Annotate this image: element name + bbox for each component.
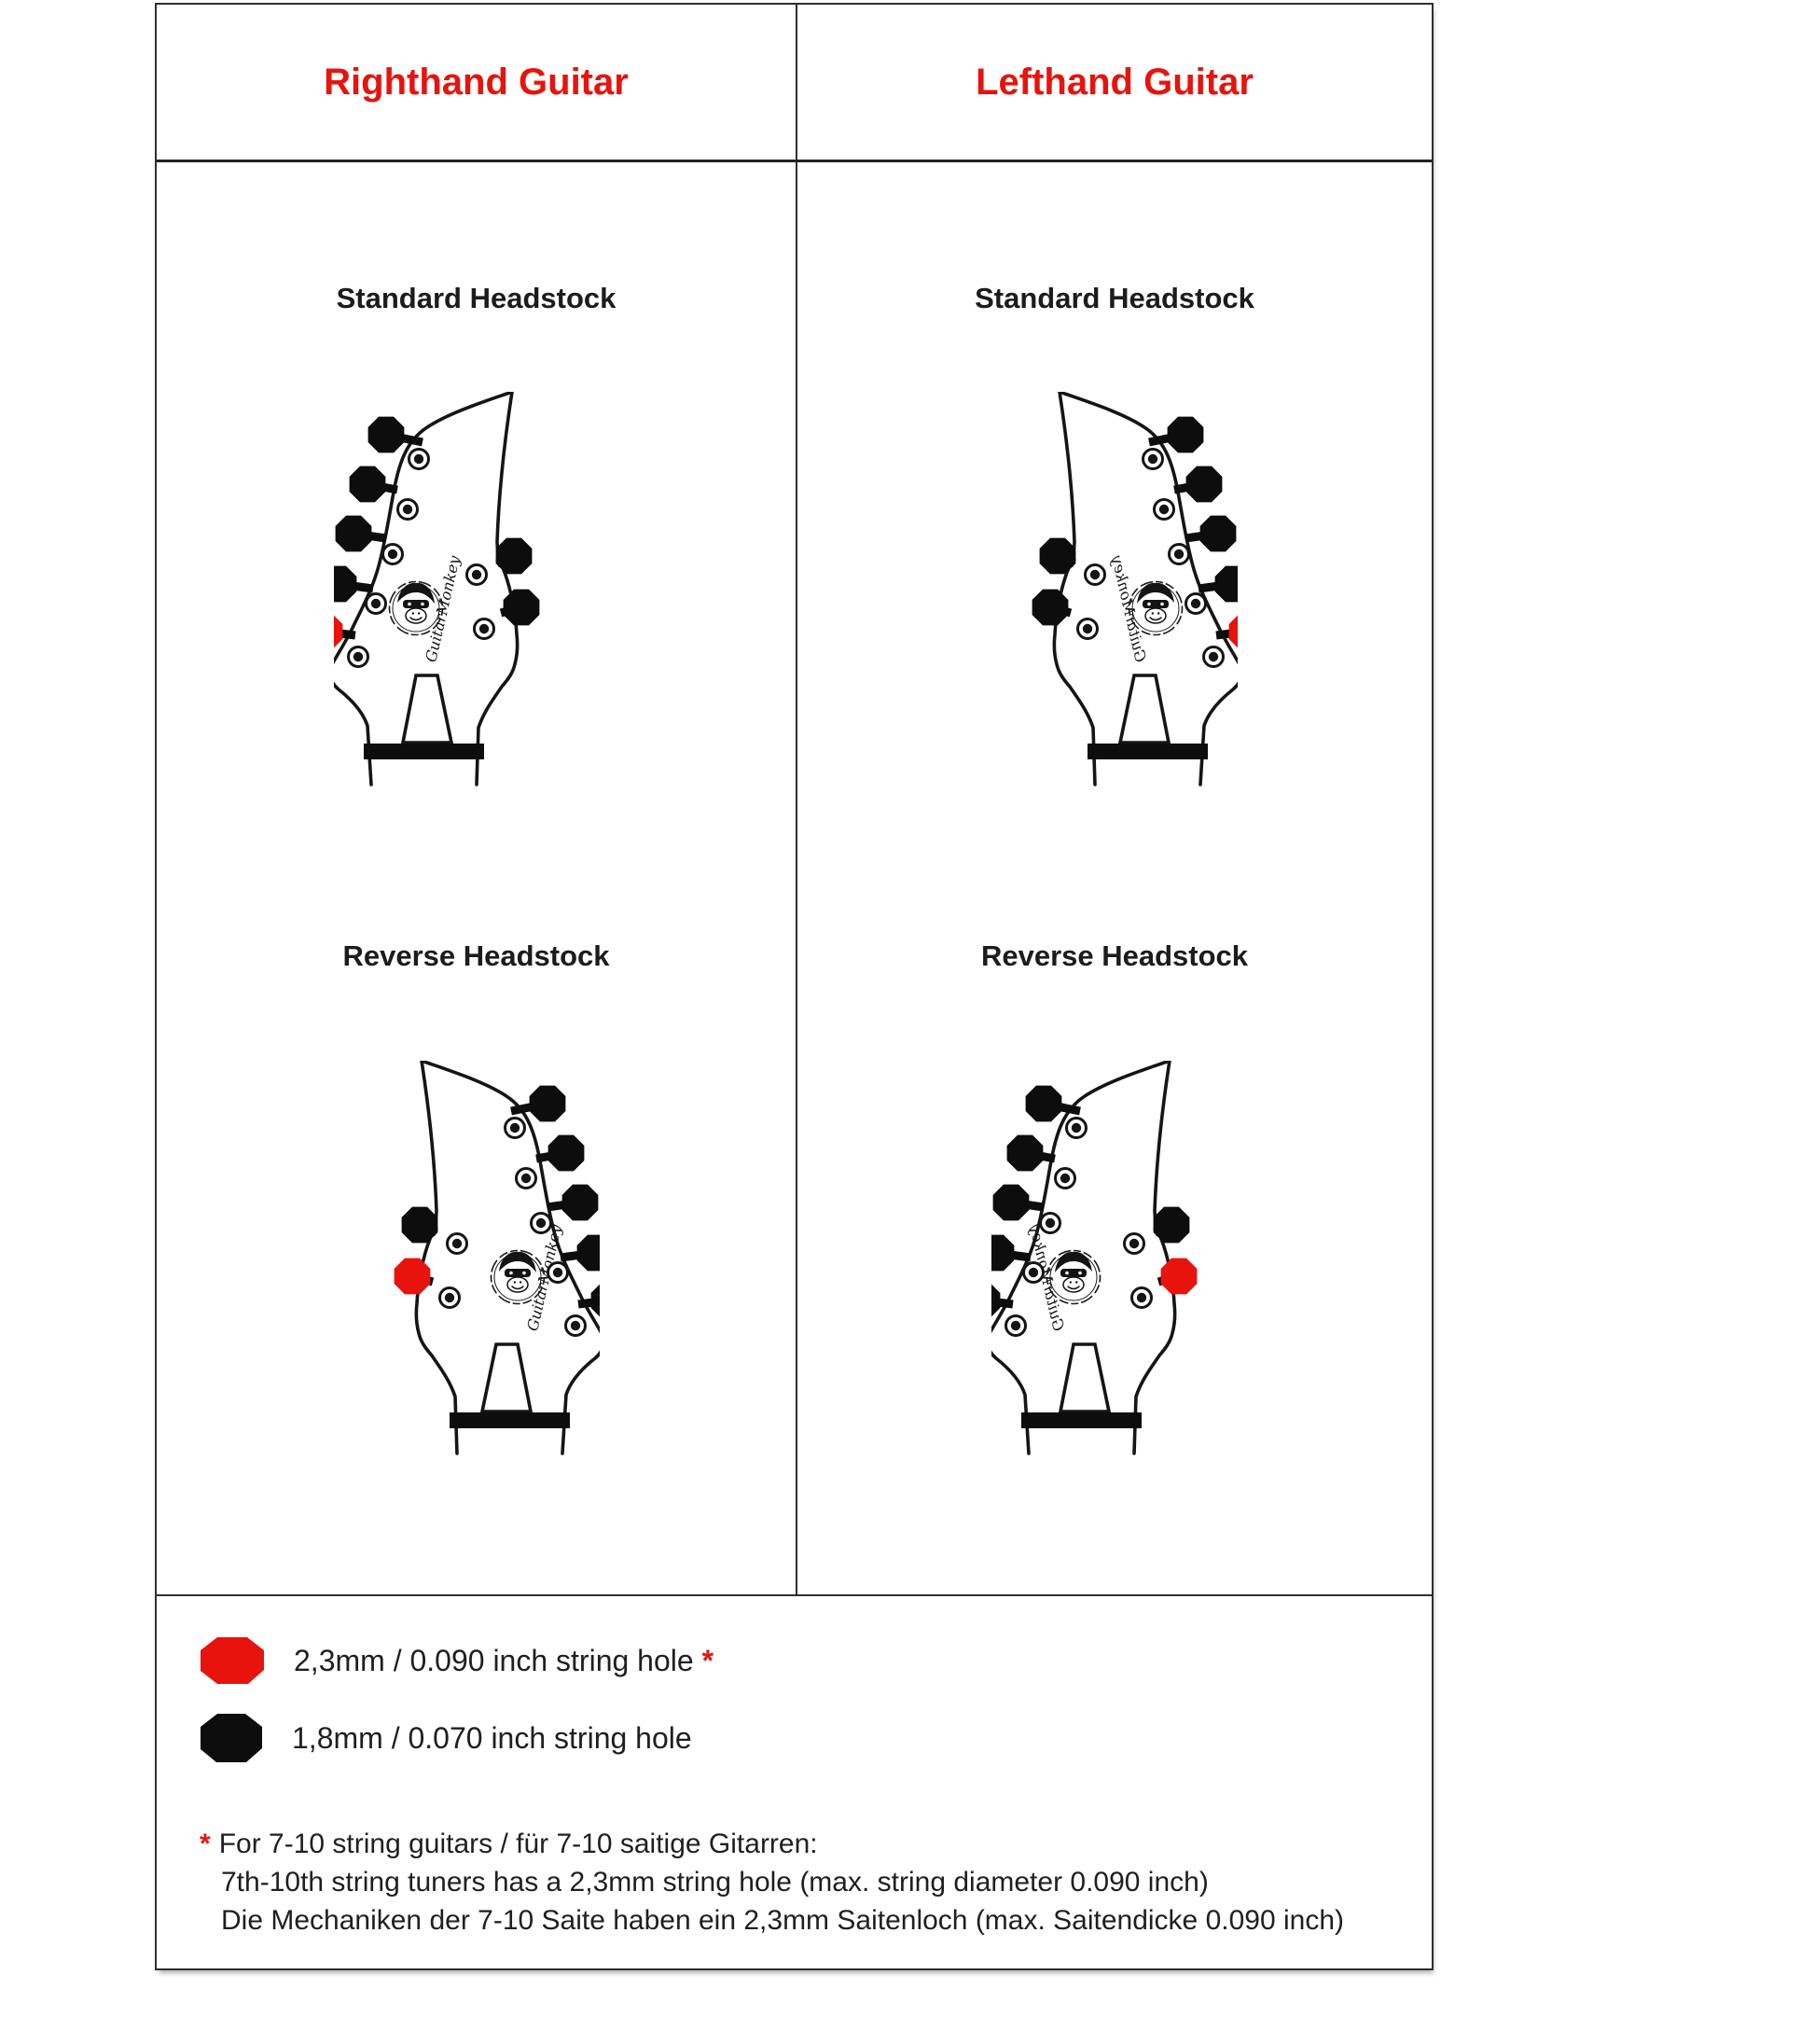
lefthand-column bbox=[797, 162, 1432, 1594]
legend-red-asterisk: * bbox=[701, 1643, 714, 1677]
headstock-lefthand-reverse-illustration bbox=[991, 1061, 1238, 1473]
black-octagon-icon bbox=[200, 1713, 263, 1763]
legend-item-black-hole bbox=[200, 1713, 692, 1763]
headstock-righthand-reverse-illustration bbox=[353, 1061, 600, 1473]
red-octagon-icon bbox=[200, 1636, 265, 1685]
footnote bbox=[157, 1825, 1344, 1940]
footnote-line-3: Die Mechaniken der 7-10 Saite haben ein 2,3mm Saitenloch (max. Saitendicke 0.090 inch) bbox=[221, 1905, 1345, 1936]
lefthand-guitar-title: Lefthand Guitar bbox=[976, 61, 1254, 103]
legend-label-red-text: 2,3mm / 0.090 inch string hole bbox=[294, 1643, 694, 1677]
table-main-row bbox=[157, 162, 1432, 1596]
footnote-line-2: 7th-10th string tuners has a 2,3mm string hole (max. string diameter 0.090 inch) bbox=[221, 1867, 1209, 1898]
footnote-line-1-text: For 7-10 string guitars / für 7-10 saitige Gitarren: bbox=[218, 1828, 818, 1859]
header-cell-righthand bbox=[157, 5, 797, 160]
legend-label-black-text: 1,8mm / 0.070 inch string hole bbox=[292, 1720, 692, 1755]
legend-item-red-hole bbox=[200, 1636, 714, 1685]
legend-label-black bbox=[292, 1721, 692, 1756]
footnote-line-1 bbox=[200, 1825, 1344, 1863]
reverse-headstock-label: Reverse Headstock bbox=[980, 939, 1249, 972]
righthand-guitar-title: Righthand Guitar bbox=[324, 61, 629, 103]
legend-section bbox=[157, 1596, 1432, 1968]
header-cell-lefthand bbox=[797, 5, 1432, 160]
headstock-righthand-standard-illustration bbox=[334, 392, 580, 804]
spec-table bbox=[155, 3, 1434, 1970]
standard-headstock-label: Standard Headstock bbox=[975, 282, 1254, 314]
table-header-row bbox=[157, 5, 1432, 162]
footnote-asterisk: * bbox=[200, 1828, 211, 1859]
standard-headstock-label: Standard Headstock bbox=[336, 282, 617, 314]
reverse-headstock-label: Reverse Headstock bbox=[342, 939, 610, 972]
legend-label-red bbox=[294, 1644, 714, 1678]
headstock-lefthand-standard-illustration bbox=[991, 392, 1238, 804]
righthand-column bbox=[157, 162, 797, 1594]
